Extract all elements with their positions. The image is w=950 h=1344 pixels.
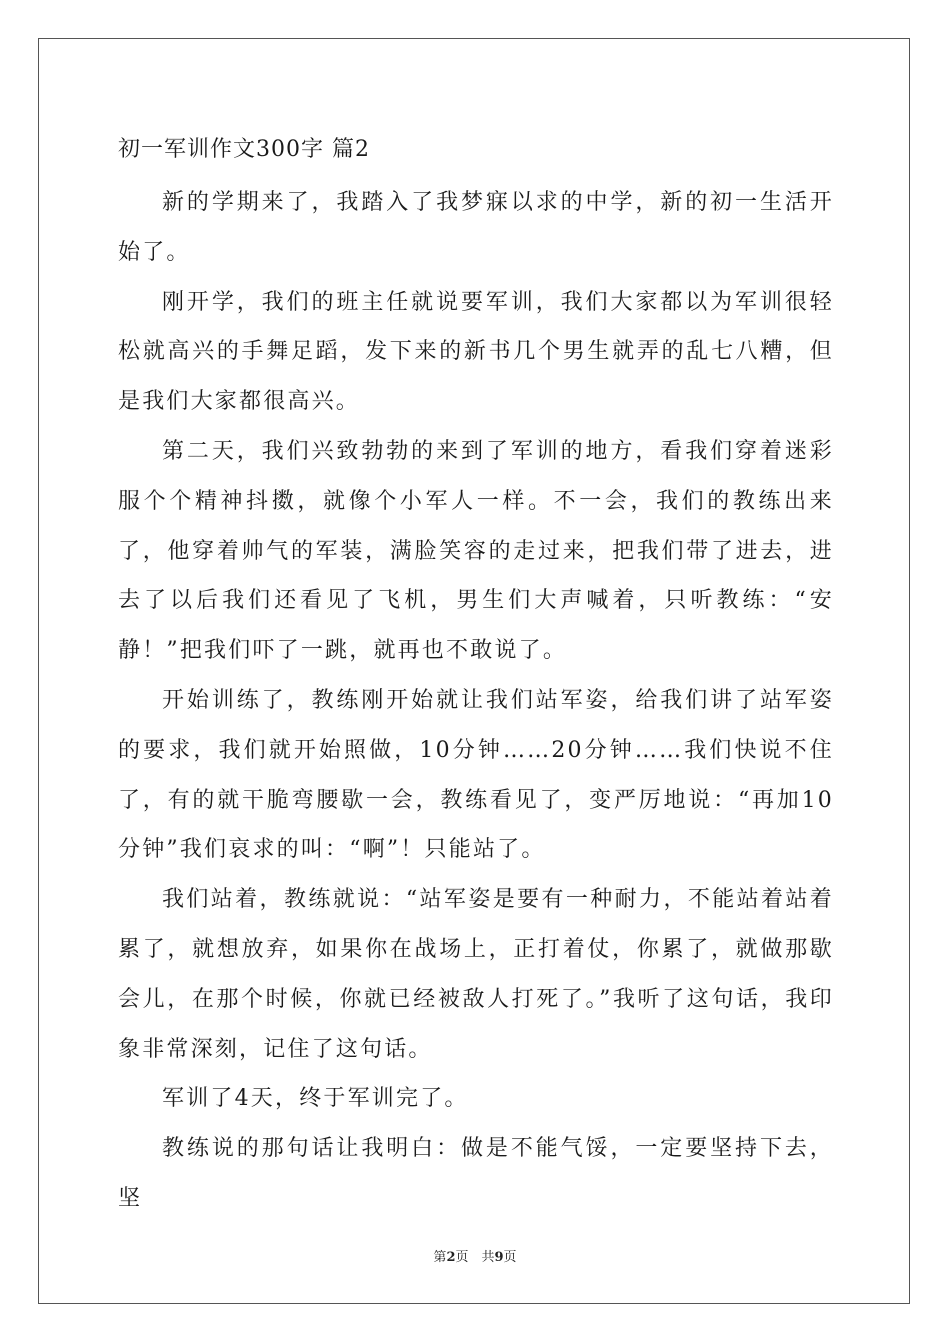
footer-current-page: 2 [446,1250,456,1265]
paragraph-3: 第二天，我们兴致勃勃的来到了军训的地方，看我们穿着迷彩服个个精神抖擞，就像个小军人一样。不一会，我们的教练出来了，他穿着帅气的军装，满脸笑容的走过来，把我们带了进去，进去了以后我们还看见了飞机，男生们大声喊着，只听教练：“安静！”把我们吓了一跳，就再也不敢说了。 [118,438,834,664]
paragraph-2: 刚开学，我们的班主任就说要军训，我们大家都以为军训很轻松就高兴的手舞足蹈，发下来的新书几个男生就弄的乱七八糟，但是我们大家都很高兴。 [118,289,834,415]
footer-suffix: 页 [503,1250,517,1265]
footer-prefix: 第 [433,1250,447,1265]
footer-total-pages: 9 [494,1250,504,1265]
paragraph-4: 开始训练了，教练刚开始就让我们站军姿，给我们讲了站军姿的要求，我们就开始照做，10分钟……20分钟……我们快说不住了，有的就干脆弯腰歇一会，教练看见了，变严厉地说：“再加10分钟”我们哀求的叫：“啊”！只能站了。 [118,687,834,863]
page-number-footer [0,1246,950,1265]
paragraph-5: 我们站着，教练就说：“站军姿是要有一种耐力，不能站着站着累了，就想放弃，如果你在战场上，正打着仗，你累了，就做那歇会儿，在那个时候，你就已经被敌人打死了。”我听了这句话，我印象非常深刻，记住了这句话。 [118,887,834,1062]
footer-mid: 页 共 [455,1250,495,1265]
paragraph-1: 新的学期来了，我踏入了我梦寐以求的中学，新的初一生活开始了。 [118,190,834,265]
document-title: 初一军训作文300字 篇2 [118,137,370,162]
paragraph-6: 军训了4天，终于军训完了。 [162,1086,469,1112]
paragraph-7: 教练说的那句话让我明白：做是不能气馁，一定要坚持下去，坚 [118,1136,834,1211]
document-body [118,128,834,1224]
